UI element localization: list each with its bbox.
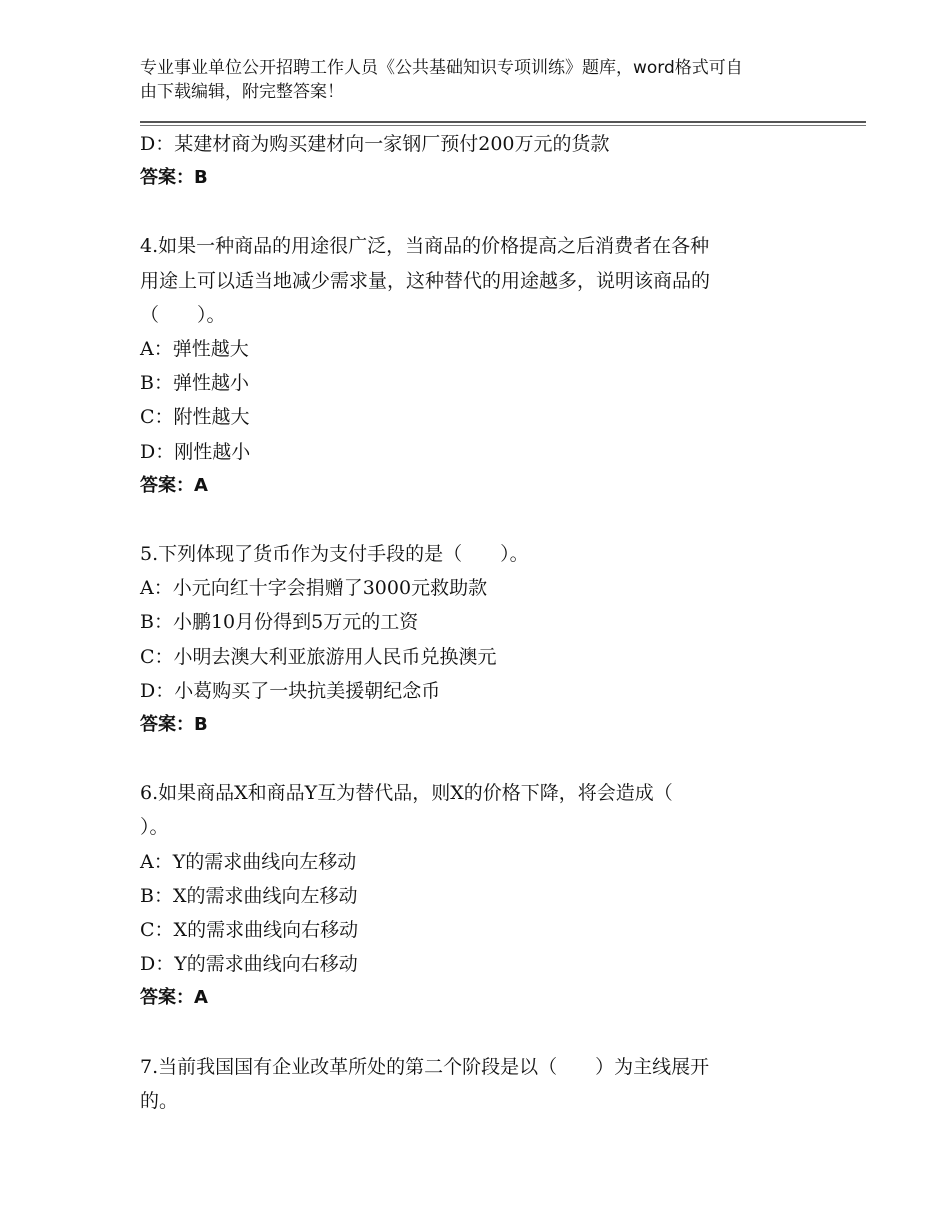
header-line-1: 专业事业单位公开招聘工作人员《公共基础知识专项训练》题库，word格式可自 bbox=[140, 58, 743, 78]
q5-option-d: D：小葛购买了一块抗美援朝纪念币 bbox=[140, 679, 441, 702]
spacer bbox=[140, 1016, 800, 1050]
q3-option-d: D：某建材商为购买建材向一家钢厂预付200万元的货款 bbox=[140, 133, 610, 155]
q4-stem-line-3: （ ）。 bbox=[140, 303, 226, 326]
q6-option-b: B：X的需求曲线向左移动 bbox=[140, 884, 358, 907]
q3-answer: 答案：B bbox=[140, 167, 208, 189]
q6-stem-line-1: 6.如果商品X和商品Y互为替代品，则X的价格下降，将会造成（ bbox=[140, 782, 673, 805]
q5-option-a: A：小元向红十字会捐赠了3000元救助款 bbox=[140, 577, 488, 600]
q5-option-b: B：小鹏10月份得到5万元的工资 bbox=[140, 611, 419, 634]
q6-option-a: A：Y的需求曲线向左移动 bbox=[140, 850, 357, 873]
q4-stem-line-2: 用途上可以适当地减少需求量，这种替代的用途越多，说明该商品的 bbox=[140, 269, 711, 292]
header-divider-thin bbox=[140, 125, 866, 126]
question-4 bbox=[140, 229, 800, 503]
q6-option-c: C：X的需求曲线向右移动 bbox=[140, 919, 359, 942]
q6-stem-line-2: ）。 bbox=[140, 816, 169, 839]
q4-answer: 答案：A bbox=[140, 474, 208, 496]
q4-option-c: C：附性越大 bbox=[140, 406, 250, 429]
header-divider-thick bbox=[140, 121, 866, 123]
question-3-tail bbox=[140, 127, 800, 195]
q6-option-d: D：Y的需求曲线向右移动 bbox=[140, 953, 358, 976]
q4-option-d: D：刚性越小 bbox=[140, 440, 251, 463]
q4-stem-line-1: 4.如果一种商品的用途很广泛，当商品的价格提高之后消费者在各种 bbox=[140, 235, 710, 258]
q6-answer: 答案：A bbox=[140, 987, 208, 1009]
spacer bbox=[140, 742, 800, 776]
spacer bbox=[140, 195, 800, 229]
spacer bbox=[140, 503, 800, 537]
question-list bbox=[140, 127, 800, 1118]
q4-option-a: A：弹性越大 bbox=[140, 338, 249, 361]
question-6 bbox=[140, 776, 800, 1015]
q7-stem-line-1: 7.当前我国国有企业改革所处的第二个阶段是以（ ）为主线展开 bbox=[140, 1055, 710, 1078]
q5-option-c: C：小明去澳大利亚旅游用人民币兑换澳元 bbox=[140, 645, 497, 668]
q7-stem-line-2: 的。 bbox=[140, 1089, 179, 1112]
page-header bbox=[140, 56, 820, 104]
question-7 bbox=[140, 1050, 800, 1118]
q4-option-b: B：弹性越小 bbox=[140, 372, 249, 395]
question-5 bbox=[140, 537, 800, 742]
q5-stem-line-1: 5.下列体现了货币作为支付手段的是（ ）。 bbox=[140, 543, 529, 566]
header-line-2: 由下载编辑，附完整答案！ bbox=[140, 82, 344, 102]
q5-answer: 答案：B bbox=[140, 714, 208, 736]
